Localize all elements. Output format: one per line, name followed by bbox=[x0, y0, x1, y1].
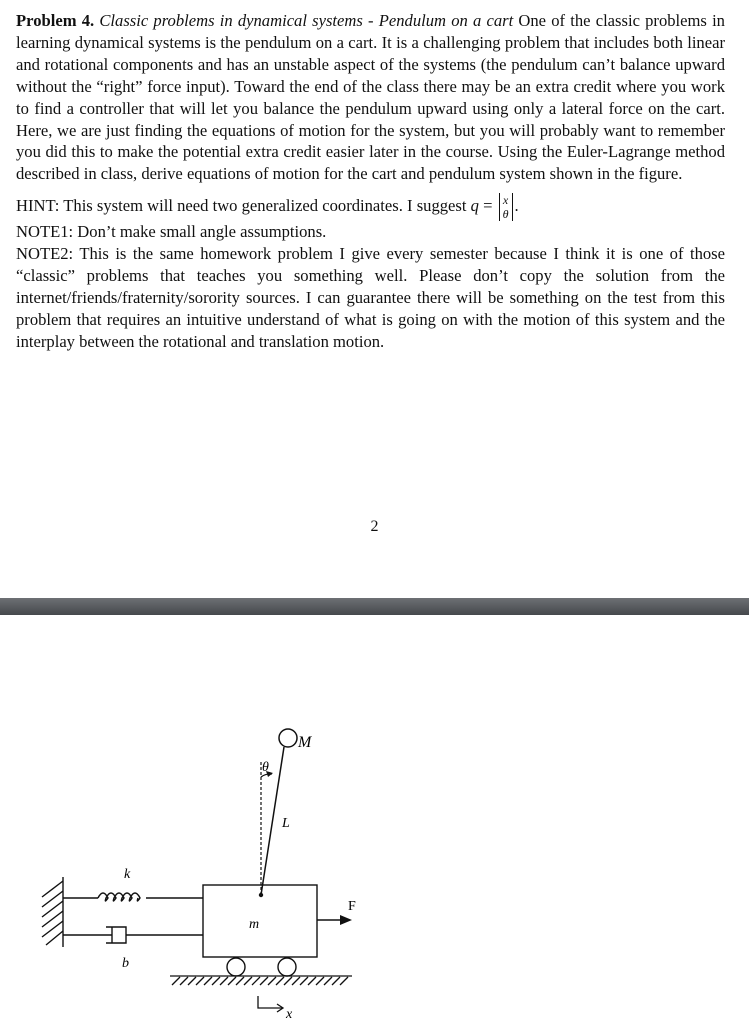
hint-var: q bbox=[470, 196, 479, 216]
vector-entry-x: x bbox=[502, 193, 509, 208]
angle-label: θ bbox=[262, 760, 269, 775]
spring-label-k: k bbox=[124, 867, 131, 882]
problem-label: Problem 4. bbox=[16, 11, 95, 30]
force-arrow bbox=[317, 915, 352, 925]
note2: NOTE2: This is the same homework problem I give every semester because I think it is one of those “classic” problems that teaches you something well. Please don’t copy the solution from the internet/friends/fraternity/sorority sources. I can guarantee there will be something on the test from this problem that requires an intuitive understand of what is going on with the motion of this system and the interplay between the rotational and translation motion. bbox=[16, 244, 725, 351]
force-label: F bbox=[348, 899, 356, 914]
generalized-coordinate-vector bbox=[499, 193, 513, 221]
x-axis-arrow bbox=[258, 996, 283, 1012]
hint-end: . bbox=[514, 196, 519, 216]
damper-label-b: b bbox=[122, 956, 129, 971]
page-number: 2 bbox=[370, 518, 379, 535]
cart-wheel-left bbox=[227, 958, 245, 976]
problem-intro: One of the classic problems in learning dynamical systems is the pendulum on a cart. It is a challenging problem that includes both linear and rotational components and has an unstable aspect of the systems (the pendulum can’t balance upward without the “right” force input). Toward the end of the class there may be an extra credit where you work to find a controller that will let you balance the pendulum upward using only a lateral force on the cart. Here, we are just finding the equations of motion for the system, but you will probably want to remember you did this to make the potential extra credit easier later in the course. Using the Euler-Lagrange method described in class, derive equations of motion for the cart and pendulum system shown in the figure. bbox=[16, 11, 725, 184]
ground bbox=[170, 976, 352, 985]
problem-text bbox=[16, 10, 725, 353]
rod-length-label: L bbox=[282, 816, 290, 831]
pendulum-bob bbox=[279, 729, 297, 747]
note1: NOTE1: Don’t make small angle assumptions. bbox=[16, 222, 327, 242]
spring bbox=[63, 893, 203, 901]
pendulum-mass-label: M bbox=[298, 734, 312, 751]
hint-eq: = bbox=[483, 196, 493, 216]
damper bbox=[63, 927, 203, 943]
pivot bbox=[259, 893, 263, 897]
problem-title: Classic problems in dynamical systems - Pendulum on a cart bbox=[99, 11, 514, 30]
figure-svg bbox=[0, 615, 749, 1024]
page-separator bbox=[0, 598, 749, 615]
cart-wheel-right bbox=[278, 958, 296, 976]
hint-line bbox=[16, 193, 725, 221]
vector-entry-theta: θ bbox=[502, 207, 509, 222]
hint-text: HINT: This system will need two generalized coordinates. I suggest bbox=[16, 196, 467, 216]
problem-intro-paragraph bbox=[16, 10, 725, 185]
x-coordinate-label: x bbox=[286, 1007, 293, 1022]
pendulum-cart-figure bbox=[0, 615, 749, 1024]
cart-mass-label: m bbox=[249, 917, 260, 932]
wall bbox=[42, 877, 63, 947]
